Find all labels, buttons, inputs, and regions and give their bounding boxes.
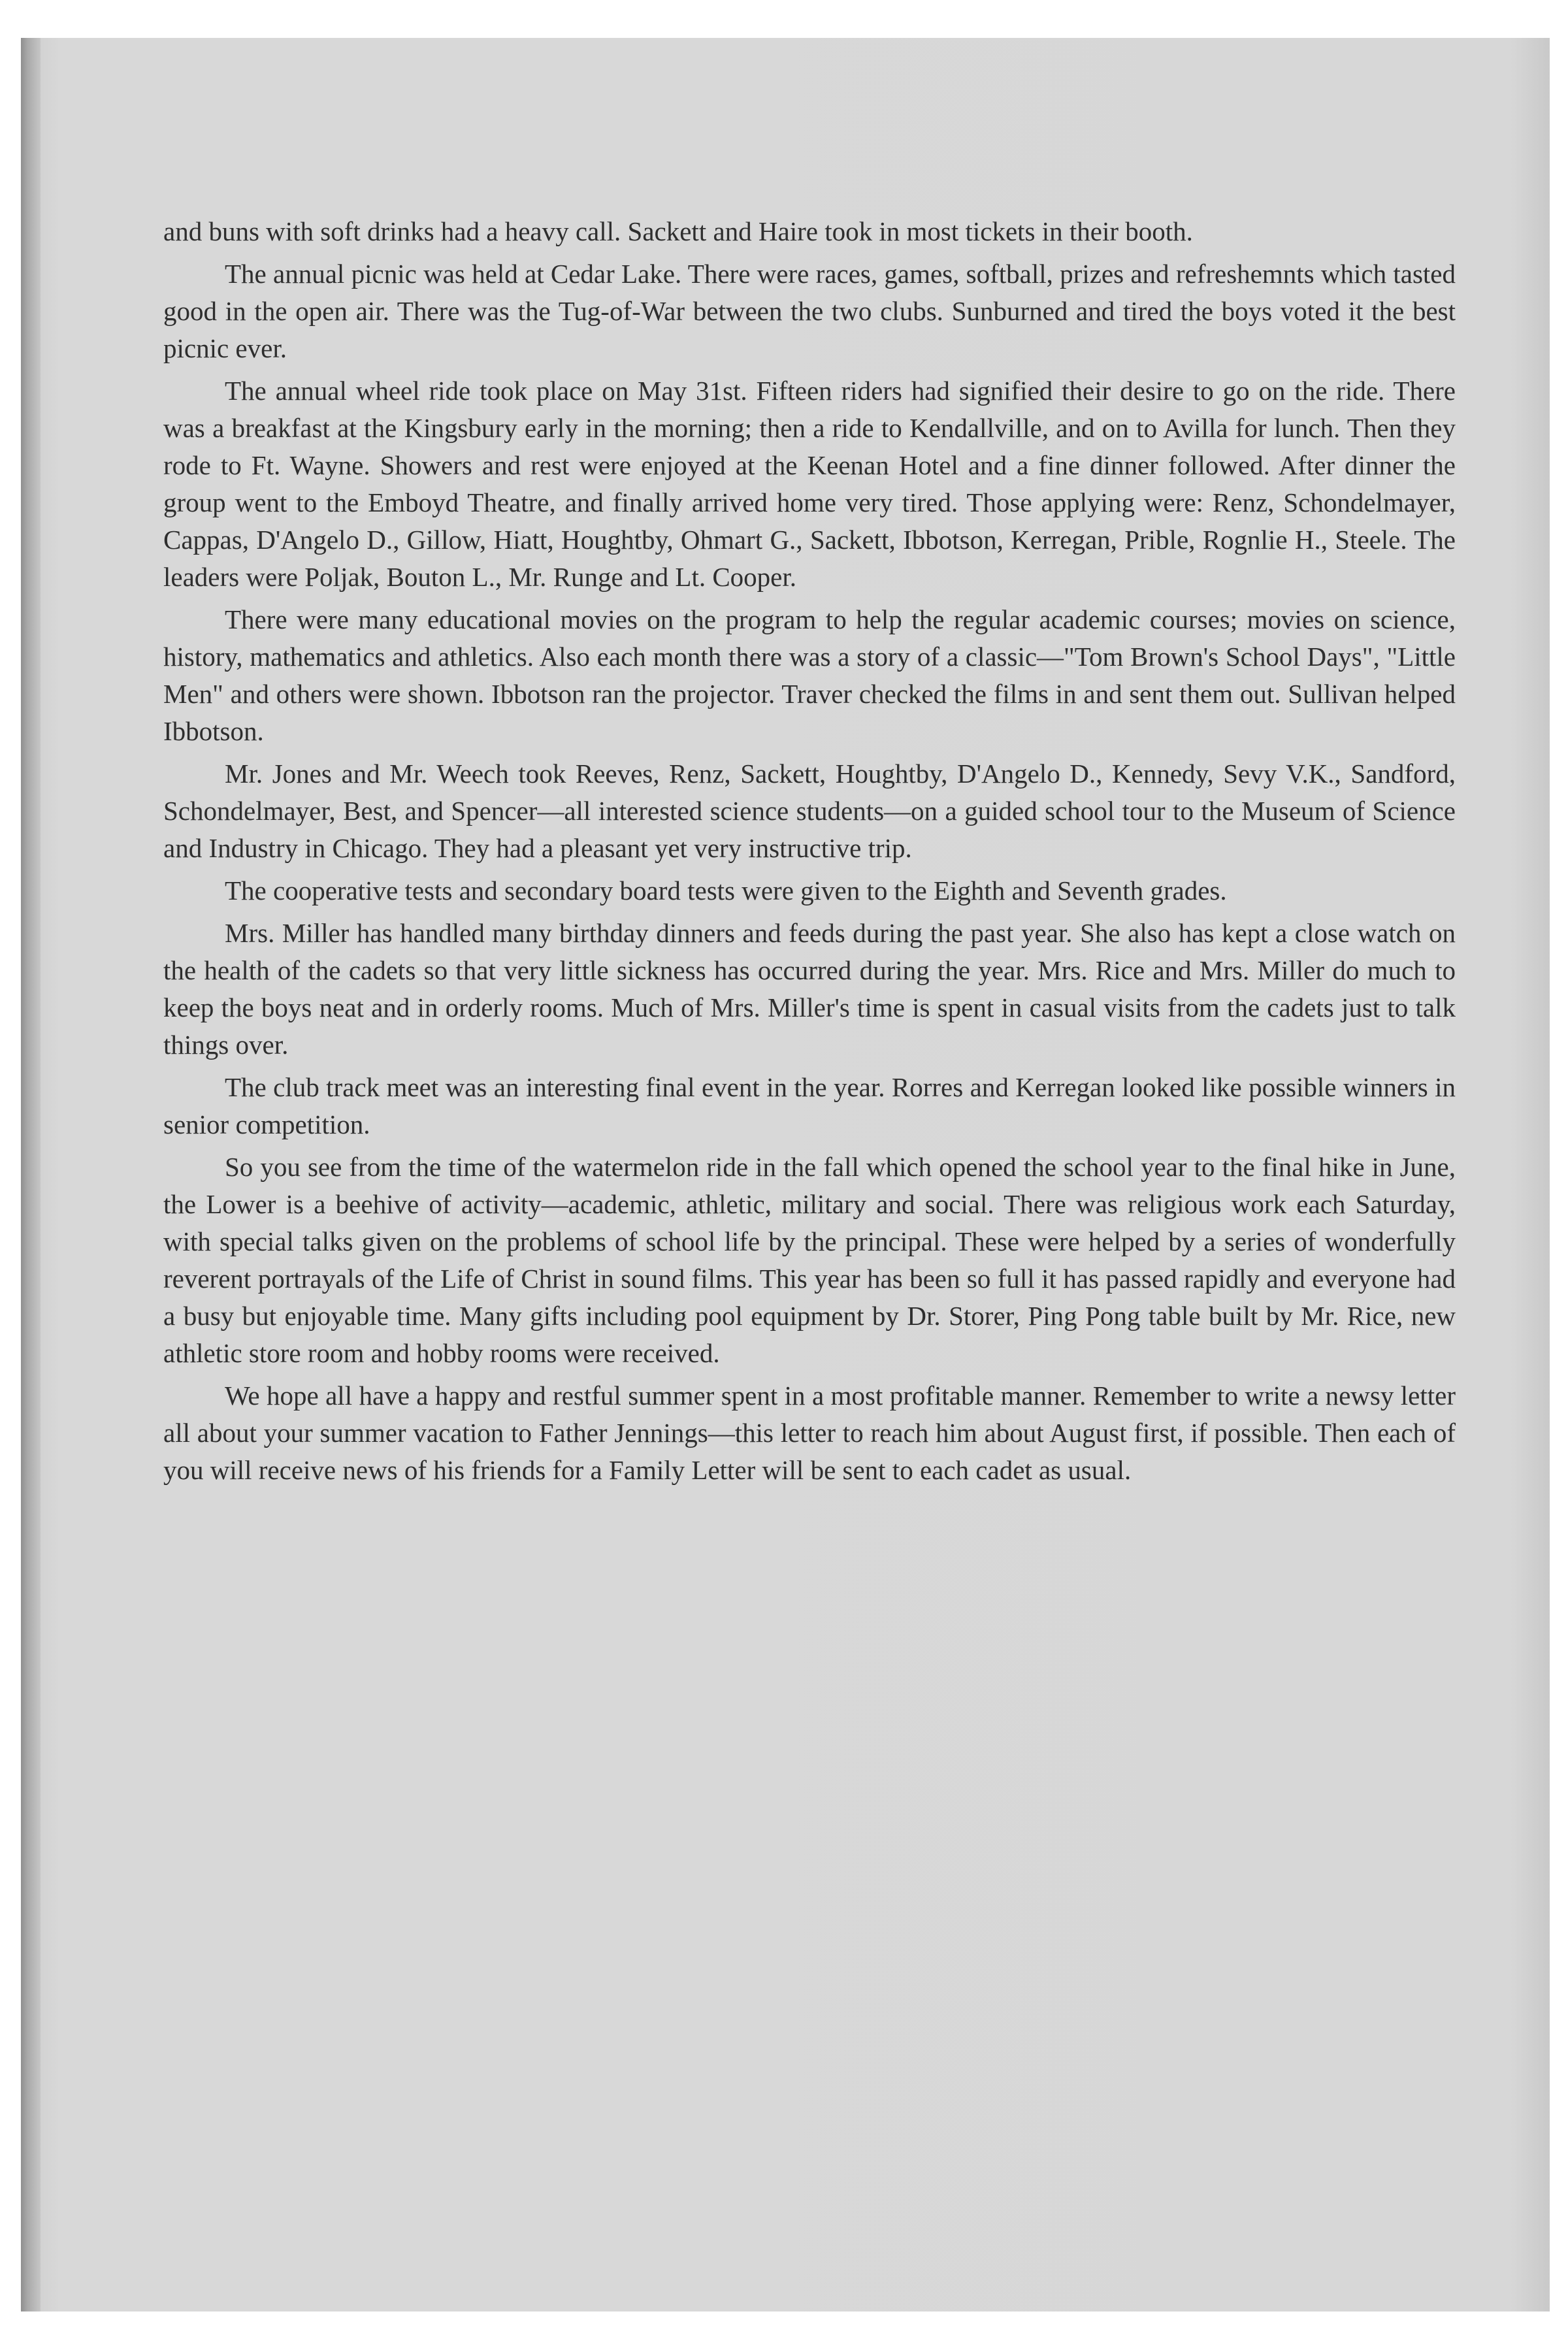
paragraph-track-meet: The club track meet was an interesting final event in the year. Rorres and Kerregan looked like possible winners in senior competition. xyxy=(163,1072,1456,1139)
paragraph-tests: The cooperative tests and secondary board tests were given to the Eighth and Seventh grades. xyxy=(225,875,1227,906)
paragraph-wheel-ride: The annual wheel ride took place on May 31st. Fifteen riders had signified their desire to go on the ride. There was a breakfast at the Kingsbury early in the morning; then a ride to Kendallville, and on to Avilla for lunch. Then they rode to Ft. Wayne. Showers and rest were enjoyed at the Keenan Hotel and a fine dinner followed. After dinner the group went to the Emboyd Theatre, and finally arrived home very tired. Those applying were: Renz, Schondelmayer, Cappas, D'Angelo D., Gillow, Hiatt, Houghtby, Ohmart G., Sackett, Ibbotson, Kerregan, Prible, Rognlie H., Steele. The leaders were Poljak, Bouton L., Mr. Runge and Lt. Cooper. xyxy=(163,376,1456,592)
paragraph-mrs-miller: Mrs. Miller has handled many birthday dinners and feeds during the past year. She also has kept a close watch on the health of the cadets so that very little sickness has occurred during the year. Mrs. Rice and Mrs. Miller do much to keep the boys neat and in orderly rooms. Much of Mrs. Miller's time is spent in casual visits from the cadets just to talk things over. xyxy=(163,918,1456,1060)
scanned-page xyxy=(21,38,1550,2311)
body-text xyxy=(163,213,1456,1494)
paragraph-picnic: The annual picnic was held at Cedar Lake. There were races, games, softball, prizes and refreshemnts which tasted good in the open air. There was the Tug-of-War between the two clubs. Sunburned and tired the boys voted it the best picnic ever. xyxy=(163,259,1456,363)
page-binding-edge xyxy=(21,38,41,2311)
paragraph-summary: So you see from the time of the watermelon ride in the fall which opened the school year to the final hike in June, the Lower is a beehive of activity—academic, athletic, military and social. There was religious work each Saturday, with special talks given on the problems of school life by the principal. These were helped by a series of wonderfully reverent portrayals of the Life of Christ in sound films. This year has been so full it has passed rapidly and everyone had a busy but enjoyable time. Many gifts including pool equipment by Dr. Storer, Ping Pong table built by Mr. Rice, new athletic store room and hobby rooms were received. xyxy=(163,1152,1456,1368)
paragraph-movies: There were many educational movies on the program to help the regular academic courses; movies on science, history, mathematics and athletics. Also each month there was a story of a classic—"Tom Brown's School Days", "Little Men" and others were shown. Ibbotson ran the projector. Traver checked the films in and sent them out. Sullivan helped Ibbotson. xyxy=(163,604,1456,746)
paragraph-closing: We hope all have a happy and restful summer spent in a most profitable manner. Remember to write a newsy letter all about your summer vacation to Father Jennings—this letter to reach him about August first, if possible. Then each of you will receive news of his friends for a Family Letter will be sent to each cadet as usual. xyxy=(163,1380,1456,1485)
paragraph-continued: and buns with soft drinks had a heavy call. Sackett and Haire took in most tickets in their booth. xyxy=(163,216,1193,246)
paragraph-museum-trip: Mr. Jones and Mr. Weech took Reeves, Renz, Sackett, Houghtby, D'Angelo D., Kennedy, Sevy V.K., Sandford, Schondelmayer, Best, and Spencer—all interested science students—on a guided school tour to the Museum of Science and Industry in Chicago. They had a pleasant yet very instructive trip. xyxy=(163,759,1456,863)
